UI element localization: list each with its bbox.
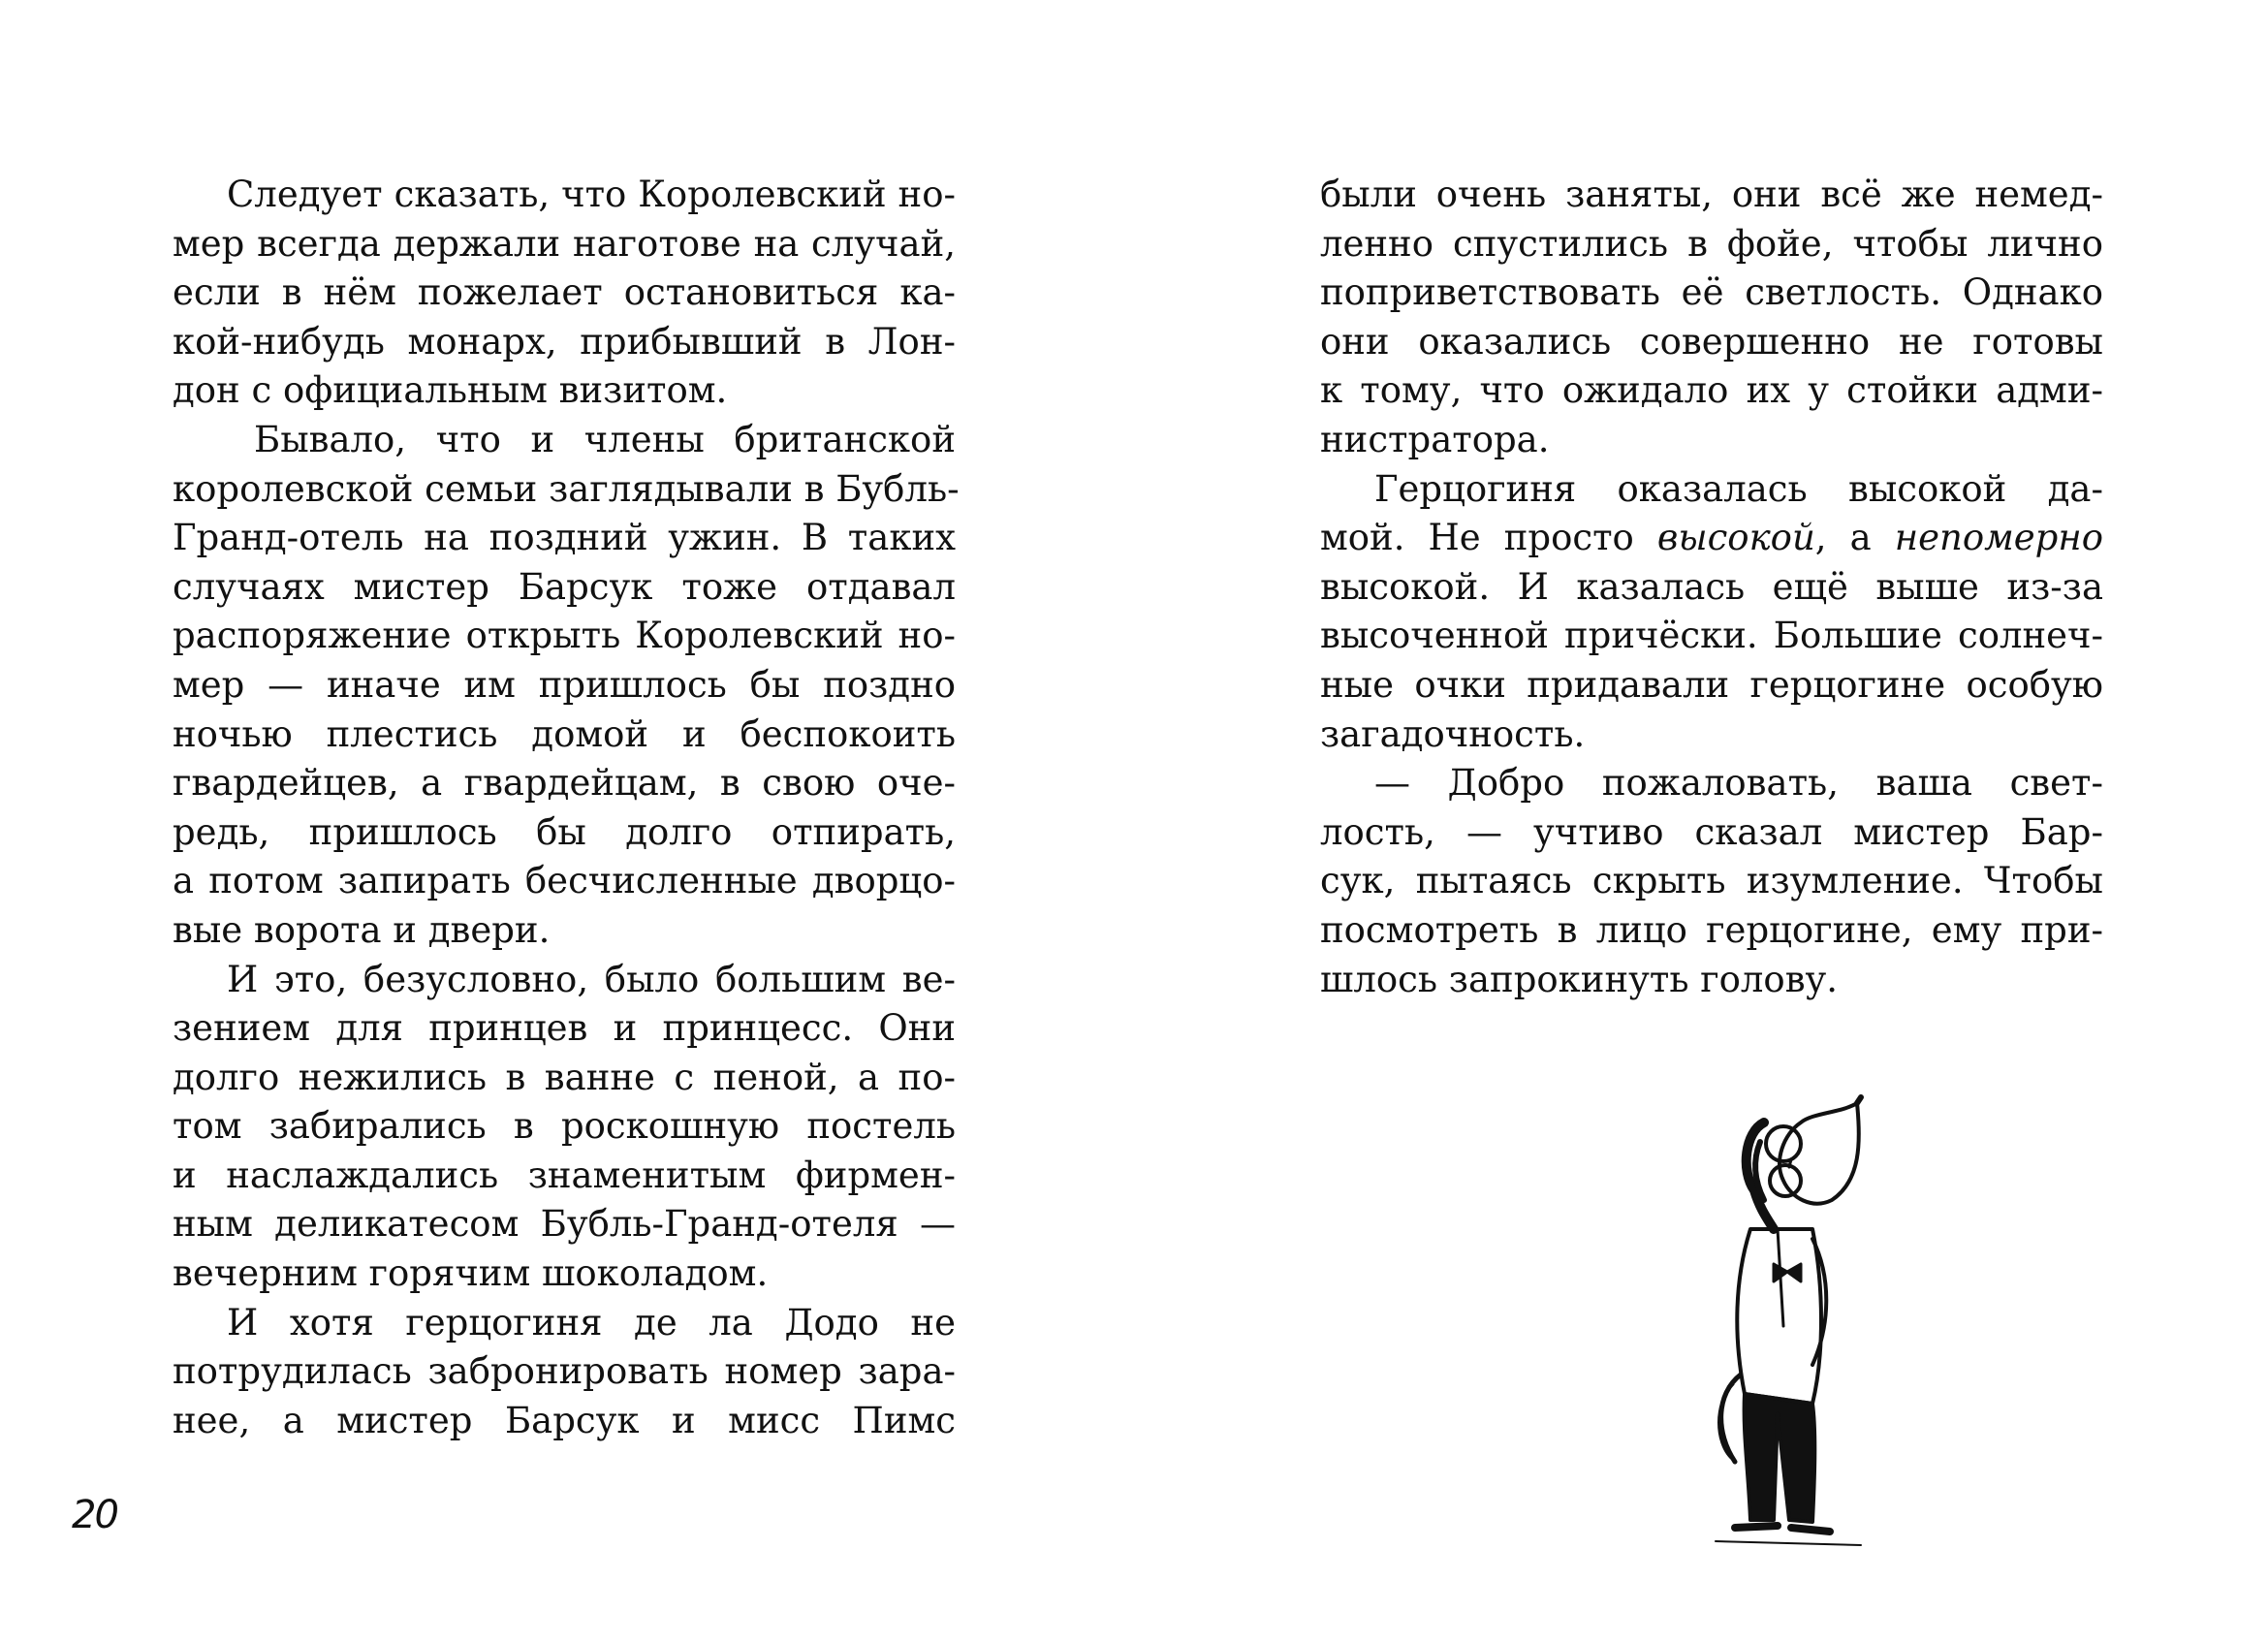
text-line: распоряжение открыть Королевский но- [173, 615, 956, 657]
text-line: потрудилась забронировать номер зара- [173, 1350, 956, 1393]
text-fragment: , а [1814, 517, 1872, 559]
text-line: были очень заняты, они всё же немед- [1320, 174, 2103, 215]
text-line: долго нежились в ванне с пеной, а по- [173, 1056, 956, 1098]
text-line: ночью плестись домой и беспокоить [173, 712, 956, 755]
text-line: том забирались в роскошную постель [173, 1105, 956, 1148]
text-line: они оказались совершенно не готовы [1320, 320, 2103, 363]
text-line: посмотреть в лицо герцогине, ему при- [1320, 908, 2103, 951]
text-line: нистратора. [1320, 418, 1550, 460]
text-line: И хотя герцогиня де ла Додо не [227, 1301, 956, 1344]
left-text-column [173, 171, 960, 1445]
text-line: нее, а мистер Барсук и мисс Пимс [173, 1399, 956, 1441]
text-line: если в нём пожелает остановиться ка- [173, 271, 956, 314]
text-line: сук, пытаясь скрыть изумление. Чтобы [1320, 860, 2103, 902]
text-line: поприветствовать её светлость. Однако [1320, 271, 2103, 314]
text-line: и наслаждались знаменитым фирмен- [173, 1154, 956, 1196]
right-page [1134, 0, 2268, 1644]
right-text-column [1320, 171, 2103, 1004]
text-line: шлось запрокинуть голову. [1320, 958, 1839, 1000]
badger-illustration [1570, 1084, 2016, 1568]
text-line: загадочность. [1320, 712, 1586, 755]
text-line: случаях мистер Барсук тоже отдавал [173, 565, 956, 608]
italic-word: высокой [1656, 517, 1815, 559]
text-line: лость, — учтиво сказал мистер Бар- [1320, 810, 2103, 853]
text-line: ные очки придавали герцогине особую [1320, 663, 2103, 706]
text-line: И это, безусловно, было большим ве- [227, 958, 956, 1000]
page-number: 20 [72, 1493, 117, 1537]
text-line: дон с официальным визитом. [173, 369, 728, 412]
text-line: мер всегда держали наготове на случай, [173, 222, 956, 265]
text-line: вые ворота и двери. [173, 908, 551, 951]
text-line: кой-нибудь монарх, прибывший в Лон- [173, 320, 956, 363]
text-line: королевской семьи заглядывали в Бубль- [173, 467, 960, 510]
text-line: высоченной причёски. Большие солнеч- [1320, 615, 2103, 657]
text-line-mixed [1320, 514, 2103, 563]
text-line: вечерним горячим шоколадом. [173, 1252, 769, 1295]
text-line: гвардейцев, а гвардейцам, в свою оче- [173, 762, 956, 805]
text-line: редь, пришлось бы долго отпирать, [173, 810, 956, 853]
text-line: Следует сказать, что Королевский но- [227, 174, 956, 215]
text-line: высокой. И казалась ещё выше из-за [1320, 565, 2103, 608]
text-line: ным деликатесом Бубль-Гранд-отеля — [173, 1203, 956, 1246]
text-line: а потом запирать бесчисленные дворцо- [173, 860, 956, 902]
text-line: ленно спустились в фойе, чтобы лично [1320, 222, 2103, 265]
text-line: Герцогиня оказалась высокой да- [1374, 467, 2103, 510]
text-line: — Добро пожаловать, ваша свет- [1374, 762, 2103, 805]
italic-word: непомерно [1894, 517, 2103, 559]
text-line: Бывало, что и члены британской [254, 418, 956, 460]
text-line: Гранд-отель на поздний ужин. В таких [173, 517, 956, 559]
text-line: зением для принцев и принцесс. Они [173, 1007, 956, 1050]
text-line: мер — иначе им пришлось бы поздно [173, 663, 956, 706]
text-fragment: мой. Не просто [1320, 517, 1634, 559]
text-line: к тому, что ожидало их у стойки адми- [1320, 369, 2103, 412]
